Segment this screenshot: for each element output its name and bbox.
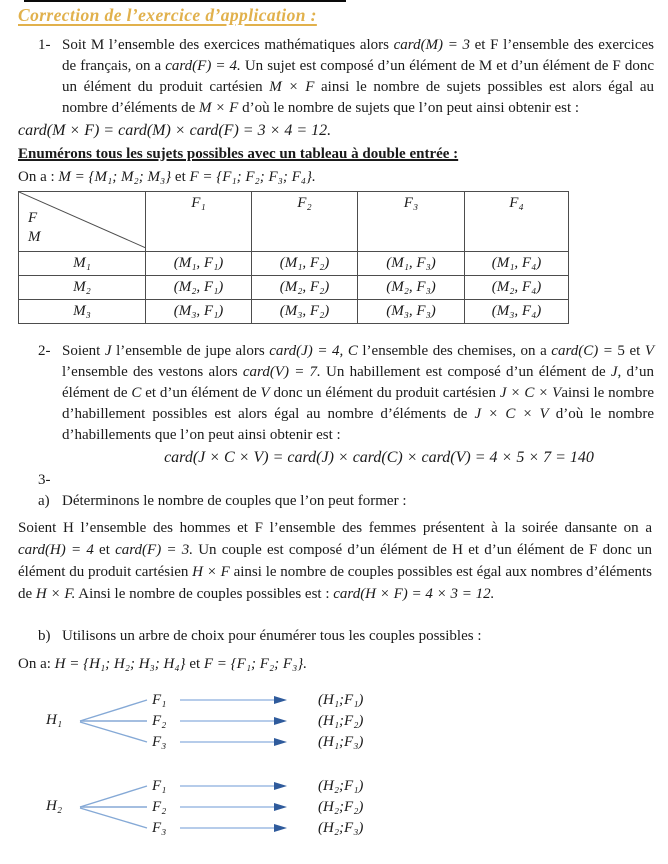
set-definition-hf: On a: H = {H₁; H₂; H₃; H₄} et F = {F₁; F₂; F₃}. bbox=[18, 656, 308, 672]
item-3-marker: 3- bbox=[38, 472, 51, 488]
tree-branch-lines bbox=[80, 786, 147, 828]
item-1 bbox=[38, 35, 654, 119]
item-3a-marker: a) bbox=[38, 493, 50, 509]
table-row bbox=[19, 300, 569, 324]
tree-result-label: (H₁;F₁) bbox=[318, 692, 364, 708]
column-header: F₄ bbox=[465, 192, 569, 252]
tree-root-label: H₁ bbox=[46, 712, 63, 728]
table-cell: (M₃, F₁) bbox=[146, 300, 252, 324]
tree-result-label: (H₁;F₂) bbox=[318, 713, 364, 729]
tree-root-label: H₂ bbox=[46, 798, 63, 814]
tree-branch-lines bbox=[80, 700, 147, 742]
item-2-text: Soient J l’ensemble de jupe alors card(J) = 4, C l’ensemble des chemises, on a card(C) = 5 et V l’ensemble des vestons alors card(V) = 7. Un habillement est composé d’un élément de J, d’un élément de C et d’un élément de V donc un élément du produit cartésien J × C × Vainsi le nombre d’habillement possibles est alors égal au nombre d’éléments de J × C × V d’où le nombre d’habillements que l’on peut ainsi obtenir est : bbox=[62, 343, 655, 443]
tree-branch-label: F₁ bbox=[152, 692, 167, 708]
item-3b-text: Utilisons un arbre de choix pour énumérer tous les couples possibles : bbox=[62, 628, 482, 644]
tree-diagram-h1 bbox=[0, 687, 668, 765]
table-cell: (M₃, F₃) bbox=[358, 300, 465, 324]
corner-label-m: M bbox=[28, 229, 41, 245]
tree-diagram-h2 bbox=[0, 773, 668, 851]
tree-result-label: (H₂;F₁) bbox=[318, 778, 364, 794]
formula-card-mf: card(M × F) = card(M) × card(F) = 3 × 4 = 12. bbox=[18, 122, 332, 139]
item-3b-marker: b) bbox=[38, 628, 51, 644]
column-header: F₁ bbox=[146, 192, 252, 252]
tree-branch-label: F₃ bbox=[152, 734, 167, 750]
item-3 bbox=[38, 470, 654, 491]
table-cell: (M₁, F₃) bbox=[358, 252, 465, 276]
subjects-table bbox=[18, 191, 569, 324]
row-label: M₂ bbox=[19, 276, 146, 300]
table-cell: (M₁, F₁) bbox=[146, 252, 252, 276]
corner-label-f: F bbox=[28, 210, 38, 226]
table-cell: (M₁, F₄) bbox=[465, 252, 569, 276]
tree-result-label: (H₂;F₂) bbox=[318, 799, 364, 815]
formula-card-jcv: card(J × C × V) = card(J) × card(C) × card(V) = 4 × 5 × 7 = 140 bbox=[164, 449, 594, 466]
tree-arrows bbox=[180, 782, 287, 832]
top-edge-artifact bbox=[24, 0, 346, 2]
column-header: F₂ bbox=[252, 192, 358, 252]
item-3b bbox=[38, 626, 654, 647]
tree-result-label: (H₁;F₃) bbox=[318, 734, 364, 750]
table-row bbox=[19, 276, 569, 300]
tree-branch-label: F₂ bbox=[152, 799, 167, 815]
set-definition-mf: On a : M = {M₁; M₂; M₃} et F = {F₁; F₂; F₃; F₄}. bbox=[18, 169, 316, 185]
table-cell: (M₂, F₂) bbox=[252, 276, 358, 300]
item-2 bbox=[38, 341, 654, 446]
item-3a-text: Déterminons le nombre de couples que l’on peut former : bbox=[62, 493, 407, 509]
table-corner-cell bbox=[19, 192, 146, 252]
tree-branch-label: F₂ bbox=[152, 713, 167, 729]
tree-branch-label: F₁ bbox=[152, 778, 167, 794]
item-3a bbox=[38, 491, 654, 512]
row-label: M₃ bbox=[19, 300, 146, 324]
column-header: F₃ bbox=[358, 192, 465, 252]
table-cell: (M₃, F₂) bbox=[252, 300, 358, 324]
item-2-marker: 2- bbox=[38, 343, 51, 359]
page-title: Correction de l’exercice d’application : bbox=[18, 5, 317, 25]
table-row bbox=[19, 252, 569, 276]
paragraph-couples: Soient H l’ensemble des hommes et F l’ensemble des femmes présentent à la soirée dansante on a card(H) = 4 et card(F) = 3. Un couple est composé d’un élément de H et d’un élément de F donc un élément du produit cartésien H × F ainsi le nombre de couples possibles est égal aux nombres d’éléments de H × F. Ainsi le nombre de couples possibles est : card(H × F) = 4 × 3 = 12. bbox=[18, 520, 652, 602]
table-cell: (M₁, F₂) bbox=[252, 252, 358, 276]
item-1-marker: 1- bbox=[38, 37, 51, 53]
tree-arrows bbox=[180, 696, 287, 746]
row-label: M₁ bbox=[19, 252, 146, 276]
tree-result-label: (H₂;F₃) bbox=[318, 820, 364, 836]
table-cell: (M₃, F₄) bbox=[465, 300, 569, 324]
heading-enumeration: Enumérons tous les sujets possibles avec un tableau à double entrée : bbox=[18, 146, 459, 162]
table-cell: (M₂, F₃) bbox=[358, 276, 465, 300]
table-cell: (M₂, F₄) bbox=[465, 276, 569, 300]
item-1-text: Soit M l’ensemble des exercices mathématiques alors card(M) = 3 et F l’ensemble des exercices de français, on a card(F) = 4. Un sujet est composé d’un élément de M et d’un élément de F donc un élément du produit cartésien M × F ainsi le nombre de sujets possibles est alors égal au nombre d’éléments de M × F d’où le nombre de sujets que l’on peut ainsi obtenir est : bbox=[62, 37, 654, 116]
table-cell: (M₂, F₁) bbox=[146, 276, 252, 300]
tree-branch-label: F₃ bbox=[152, 820, 167, 836]
